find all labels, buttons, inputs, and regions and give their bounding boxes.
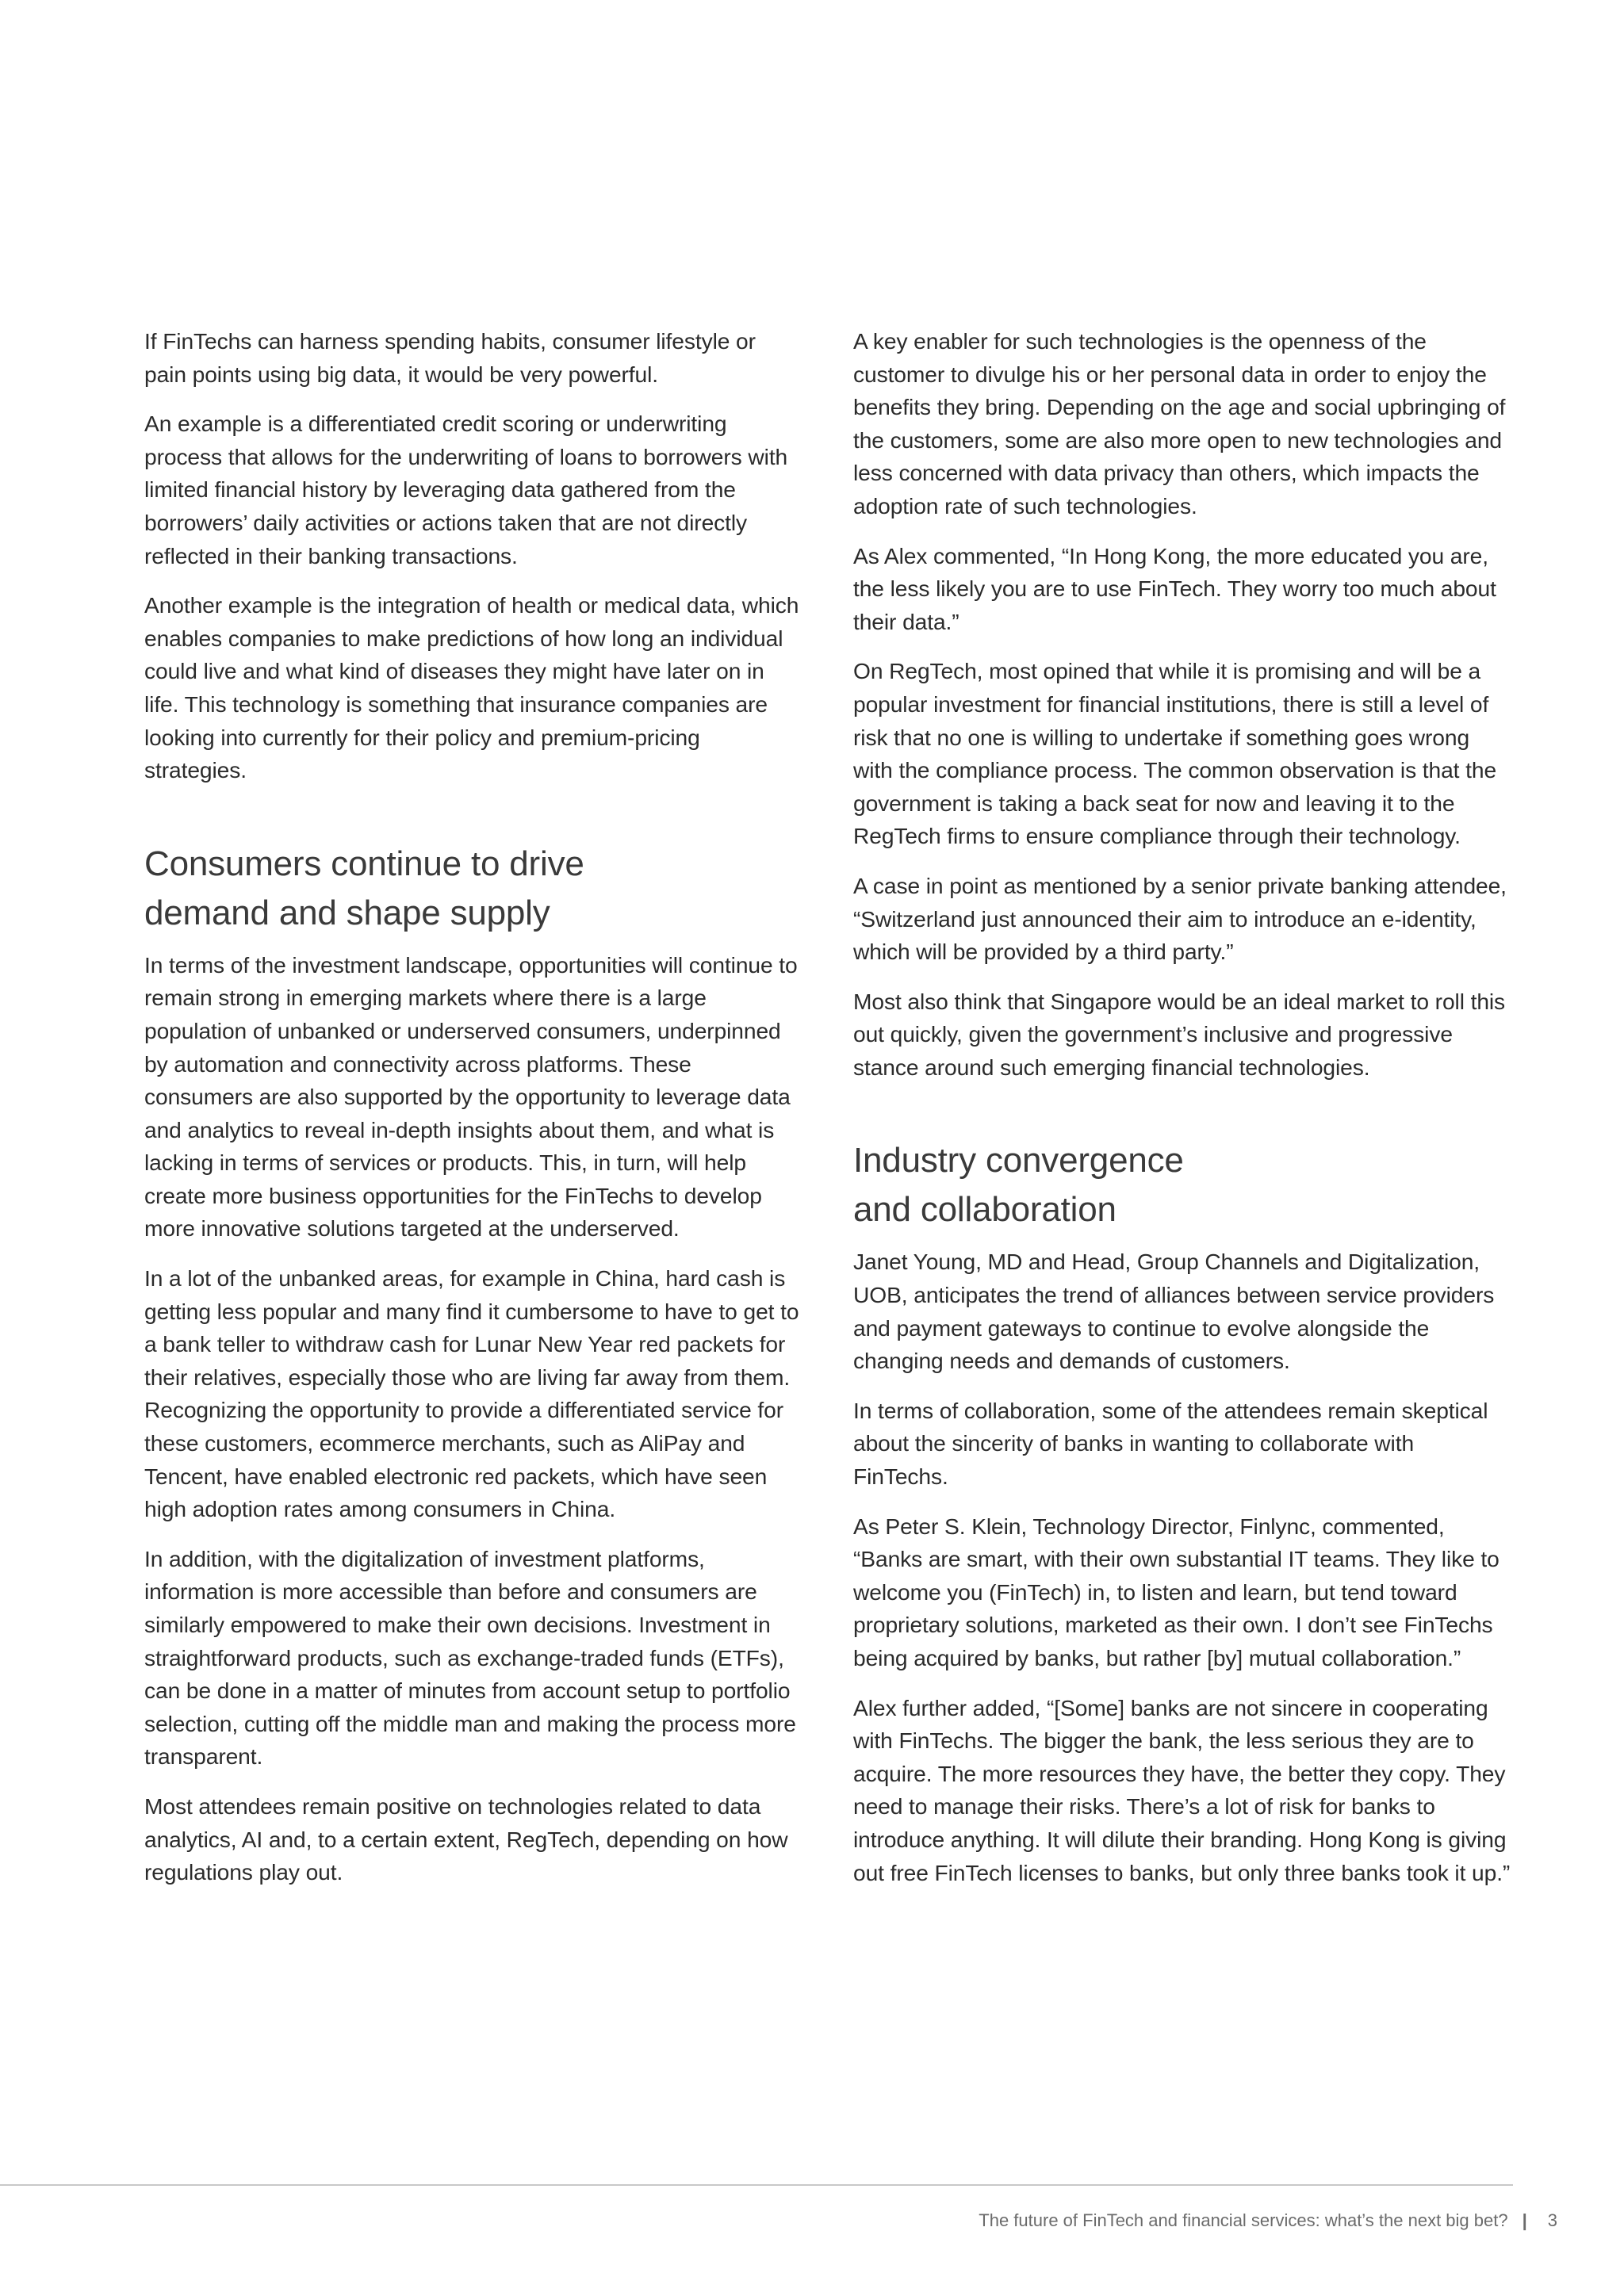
- paragraph: In addition, with the digitalization of investment platforms, information is more accessible than before and consumers are similarly empowered to make their own decisions. Investment in straightforward products, such as exchange-traded funds (ETFs), can be done in a matter of minutes from account setup to portfolio selection, cutting off the middle man and making the process more transparent.: [144, 1545, 796, 1770]
- right-column: [853, 325, 1511, 1906]
- section-heading-consumers: [144, 840, 802, 938]
- paragraph: In a lot of the unbanked areas, for example in China, hard cash is getting less popular and many find it cumbersome to have to get to a bank teller to withdraw cash for Lunar New Year red packets for their relatives, especially those who are living far away from them. Recognizing the opportunity to provide a differentiated service for these customers, ecommerce merchants, such as AliPay and Tencent, have enabled electronic red packets, which have seen high adoption rates among consumers in China.: [144, 1265, 799, 1522]
- footer-title: The future of FinTech and financial services: what’s the next big bet?: [979, 2210, 1508, 2230]
- page-number: 3: [1547, 2210, 1557, 2230]
- section-heading-industry: [853, 1136, 1511, 1234]
- paragraph: Most also think that Singapore would be an ideal market to roll this out quickly, given the government’s inclusive and progressive stance around such emerging financial technologies.: [853, 988, 1506, 1080]
- paragraph: On RegTech, most opined that while it is promising and will be a popular investment for financial institutions, there is still a level of risk that no one is willing to undertake if something goes wrong with the compliance process. The common observation is that the government is taking a back seat for now and leaving it to the RegTech firms to ensure compliance through their technology.: [853, 658, 1497, 849]
- paragraph: A case in point as mentioned by a senior private banking attendee, “Switzerland just announced their aim to introduce an e-identity, which will be provided by a third party.”: [853, 872, 1507, 965]
- paragraph: An example is a differentiated credit scoring or underwriting process that allows for the underwriting of loans to borrowers with limited financial history by leveraging data gathered from the borrowers’ daily activities or actions taken that are not directly reflected in their banking transactions.: [144, 411, 788, 568]
- heading-line: Industry convergence: [853, 1141, 1184, 1181]
- paragraph: Another example is the integration of health or medical data, which enables companies to make predictions of how long an individual could live and what kind of diseases they might have later on in life. This technology is something that insurance companies are looking into currently for their policy and premium-pricing strategies.: [144, 592, 799, 783]
- paragraph: A key enabler for such technologies is the openness of the customer to divulge his or her personal data in order to enjoy the benefits they bring. Depending on the age and social upbringing of the customers, some are also more open to new technologies and less concerned with data privacy than others, which impacts the adoption rate of such technologies.: [853, 328, 1506, 519]
- paragraph: Most attendees remain positive on technologies related to data analytics, AI and, to a certain extent, RegTech, depending on how regulations play out.: [144, 1793, 788, 1885]
- footer-divider: [0, 2184, 1513, 2186]
- heading-line: and collaboration: [853, 1190, 1116, 1230]
- heading-line: Consumers continue to drive: [144, 844, 584, 883]
- left-column: [144, 325, 802, 1906]
- paragraph: As Alex commented, “In Hong Kong, the more educated you are, the less likely you are to use FinTech. They worry too much about their data.”: [853, 542, 1496, 634]
- paragraph: If FinTechs can harness spending habits, consumer lifestyle or pain points using big data, it would be very powerful.: [144, 328, 756, 387]
- paragraph: In terms of collaboration, some of the attendees remain skeptical about the sincerity of banks in wanting to collaborate with FinTechs.: [853, 1397, 1488, 1490]
- heading-line: demand and shape supply: [144, 893, 550, 932]
- paragraph: As Peter S. Klein, Technology Director, Finlync, commented, “Banks are smart, with their own substantial IT teams. They like to welcome you (FinTech) in, to listen and learn, but tend toward proprietary solutions, marketed as their own. I don’t see FinTechs being acquired by banks, but rather [by] mutual collaboration.”: [853, 1513, 1500, 1670]
- footer-separator: |: [1522, 2210, 1527, 2230]
- paragraph: Alex further added, “[Some] banks are not sincere in cooperating with FinTechs. The bigger the bank, the less serious they are to acquire. The more resources they have, the better they copy. They need to manage their risks. There’s a lot of risk for banks to introduce anything. It will dilute their branding. Hong Kong is giving out free FinTech licenses to banks, but only three banks took it up.”: [853, 1694, 1511, 1885]
- page-footer: [979, 2209, 1557, 2233]
- paragraph: In terms of the investment landscape, opportunities will continue to remain strong in emerging markets where there is a large population of unbanked or underserved consumers, underpinned by automation and connectivity across platforms. These consumers are also supported by the opportunity to leverage data and analytics to reveal in-depth insights about them, and what is lacking in terms of services or products. This, in turn, will help create more business opportunities for the FinTechs to develop more innovative solutions targeted at the underserved.: [144, 951, 798, 1242]
- paragraph: Janet Young, MD and Head, Group Channels and Digitalization, UOB, anticipates the trend of alliances between service providers and payment gateways to continue to evolve alongside the changing needs and demands of customers.: [853, 1249, 1495, 1374]
